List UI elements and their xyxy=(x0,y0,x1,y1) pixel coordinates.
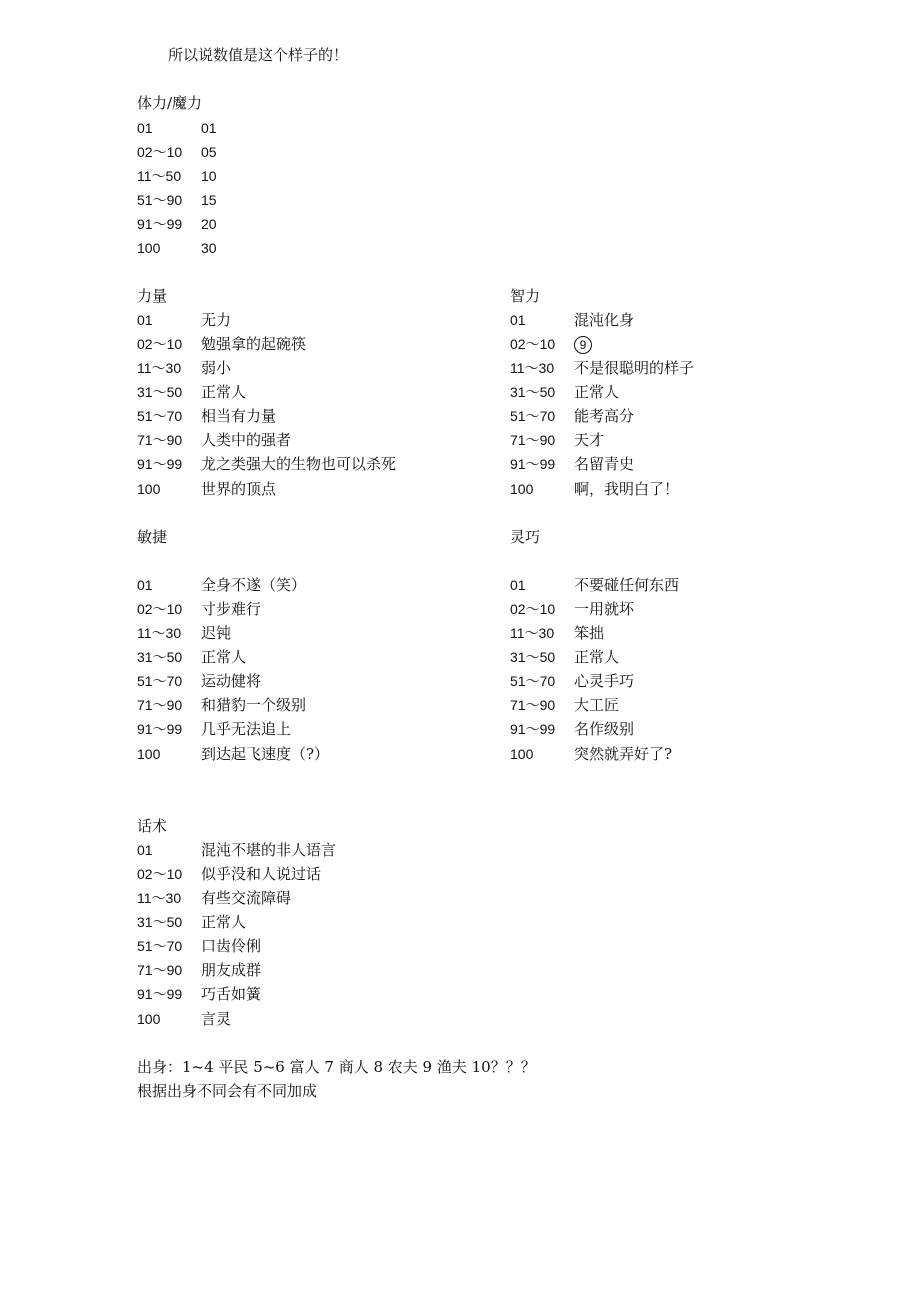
range-label: 11～30 xyxy=(137,360,182,376)
desc-label: 人类中的强者 xyxy=(201,431,292,449)
range-label: 51～90 xyxy=(137,192,183,208)
desc-label: 正常人 xyxy=(574,383,620,401)
range-label: 01 xyxy=(510,577,526,593)
range-label: 91～99 xyxy=(137,216,183,232)
range-label: 01 xyxy=(137,120,153,136)
range-label: 02～10 xyxy=(137,336,183,352)
desc-label: 迟钝 xyxy=(201,624,232,642)
origin-note: 根据出身不同会有不同加成 xyxy=(137,1082,318,1100)
range-label: 100 xyxy=(510,481,534,497)
desc-label: 全身不遂（笑） xyxy=(201,576,307,594)
desc-label: 不要碰任何东西 xyxy=(574,576,680,594)
desc-label: 勉强拿的起碗筷 xyxy=(201,335,307,353)
range-label: 01 xyxy=(137,842,153,858)
desc-label: 不是很聪明的样子 xyxy=(574,359,695,377)
desc-label: 相当有力量 xyxy=(201,407,277,425)
desc-label: 口齿伶俐 xyxy=(201,937,262,955)
strength-title: 力量 xyxy=(137,287,168,305)
desc-label: 笨拙 xyxy=(574,624,605,642)
desc-label: 运动健将 xyxy=(201,672,262,690)
value-label: 10 xyxy=(201,168,217,184)
circled-number: 9 xyxy=(574,336,592,354)
value-label: 30 xyxy=(201,240,217,256)
range-label: 31～50 xyxy=(510,649,556,665)
value-label: 20 xyxy=(201,216,217,232)
range-label: 11～30 xyxy=(137,625,182,641)
range-label: 01 xyxy=(137,312,153,328)
range-label: 11～30 xyxy=(137,890,182,906)
desc-label: 龙之类强大的生物也可以杀死 xyxy=(201,455,397,473)
desc-label: 能考高分 xyxy=(574,407,635,425)
range-label: 91～99 xyxy=(510,456,556,472)
range-label: 11～30 xyxy=(510,625,555,641)
range-label: 51～70 xyxy=(137,673,183,689)
desc-label xyxy=(574,334,592,354)
desc-label: 世界的顶点 xyxy=(201,480,277,498)
hp-mp-title: 体力/魔力 xyxy=(137,94,203,112)
value-label: 01 xyxy=(201,120,217,136)
desc-label: 正常人 xyxy=(574,648,620,666)
range-label: 100 xyxy=(137,240,161,256)
desc-label: 无力 xyxy=(201,311,232,329)
desc-label: 突然就弄好了? xyxy=(574,745,673,763)
desc-label: 混沌不堪的非人语言 xyxy=(201,841,337,859)
range-label: 71～90 xyxy=(510,697,556,713)
range-label: 02～10 xyxy=(137,144,183,160)
desc-label: 有些交流障碍 xyxy=(201,889,292,907)
range-label: 11～30 xyxy=(510,360,555,376)
range-label: 02～10 xyxy=(137,601,183,617)
value-label: 15 xyxy=(201,192,217,208)
range-label: 100 xyxy=(510,746,534,762)
desc-label: 一用就坏 xyxy=(574,600,635,618)
desc-label: 似乎没和人说过话 xyxy=(201,865,322,883)
value-label: 05 xyxy=(201,144,217,160)
intelligence-title: 智力 xyxy=(510,287,541,305)
range-label: 02～10 xyxy=(510,601,556,617)
range-label: 31～50 xyxy=(510,384,556,400)
desc-label: 天才 xyxy=(574,431,605,449)
desc-label: 朋友成群 xyxy=(201,961,262,979)
range-label: 71～90 xyxy=(137,962,183,978)
range-label: 71～90 xyxy=(137,432,183,448)
range-label: 100 xyxy=(137,481,161,497)
desc-label: 名留青史 xyxy=(574,455,635,473)
desc-label: 大工匠 xyxy=(574,696,620,714)
range-label: 01 xyxy=(510,312,526,328)
range-label: 51～70 xyxy=(510,408,556,424)
desc-label: 到达起飞速度（?） xyxy=(201,745,330,763)
desc-label: 和猎豹一个级别 xyxy=(201,696,307,714)
dexterity-title: 灵巧 xyxy=(510,528,541,546)
range-label: 51～70 xyxy=(510,673,556,689)
desc-label: 啊，我明白了！ xyxy=(574,480,680,498)
range-label: 01 xyxy=(137,577,153,593)
desc-label: 心灵手巧 xyxy=(574,672,635,690)
speech-title: 话术 xyxy=(137,817,168,835)
range-label: 100 xyxy=(137,1011,161,1027)
range-label: 91～99 xyxy=(137,456,183,472)
range-label: 100 xyxy=(137,746,161,762)
desc-label: 正常人 xyxy=(201,913,247,931)
desc-label: 正常人 xyxy=(201,648,247,666)
desc-label: 弱小 xyxy=(201,359,232,377)
range-label: 31～50 xyxy=(137,649,183,665)
range-label: 31～50 xyxy=(137,914,183,930)
desc-label: 混沌化身 xyxy=(574,311,635,329)
origin-line: 出身：1~4 平民 5~6 富人 7 商人 8 农夫 9 渔夫 10？？？ xyxy=(137,1058,536,1076)
range-label: 91～99 xyxy=(137,986,183,1002)
agility-title: 敏捷 xyxy=(137,528,168,546)
range-label: 51～70 xyxy=(137,408,183,424)
range-label: 11～50 xyxy=(137,168,182,184)
desc-label: 巧舌如簧 xyxy=(201,985,262,1003)
range-label: 31～50 xyxy=(137,384,183,400)
range-label: 91～99 xyxy=(510,721,556,737)
desc-label: 几乎无法追上 xyxy=(201,720,292,738)
range-label: 71～90 xyxy=(137,697,183,713)
range-label: 02～10 xyxy=(137,866,183,882)
range-label: 51～70 xyxy=(137,938,183,954)
desc-label: 言灵 xyxy=(201,1010,232,1028)
range-label: 02～10 xyxy=(510,336,556,352)
desc-label: 寸步难行 xyxy=(201,600,262,618)
desc-label: 正常人 xyxy=(201,383,247,401)
intro-text: 所以说数值是这个样子的！ xyxy=(168,46,349,64)
range-label: 91～99 xyxy=(137,721,183,737)
desc-label: 名作级别 xyxy=(574,720,635,738)
range-label: 71～90 xyxy=(510,432,556,448)
